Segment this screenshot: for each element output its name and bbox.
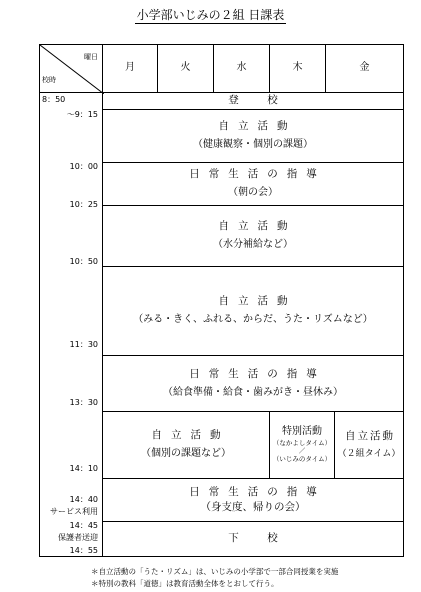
- footnote: ＊特別の教科「道徳」は教育活動全体をとおして行う。: [91, 578, 279, 588]
- time-label: 14：10: [69, 464, 98, 473]
- time-label: サービス利用: [50, 507, 98, 516]
- time-label: 14：55: [69, 546, 98, 555]
- time-label: 保護者送迎: [58, 533, 98, 542]
- day-fri: 金: [325, 44, 404, 93]
- block-tokubetsu: 特別活動 （なかよしタイム） ／ （いじみのタイム）: [269, 411, 335, 479]
- day-wed: 水: [213, 44, 270, 93]
- time-label: 14：40: [69, 495, 98, 504]
- block-jiritsu-3: 自立活動 （みる・きく、ふれる、からだ、うた・リズムなど）: [102, 266, 404, 356]
- block-nichijo-1: 日常生活の指導 （朝の会）: [102, 162, 404, 206]
- day-mon: 月: [102, 44, 158, 93]
- block-gekou: 下 校: [102, 521, 404, 557]
- corner-label-period: 校時: [42, 76, 56, 85]
- block-tokou: 登 校: [102, 92, 404, 110]
- header-corner: [39, 44, 103, 93]
- timetable-grid: [39, 44, 404, 557]
- time-label: ～9：15: [66, 110, 98, 119]
- time-label: 10：00: [69, 162, 98, 171]
- block-jiritsu-1: 自立活動 （健康観察・個別の課題）: [102, 109, 404, 163]
- time-label: 13：30: [69, 398, 98, 407]
- page-title: 小学部いじみの２組 日課表: [136, 8, 285, 22]
- corner-label-day: 曜日: [84, 53, 98, 61]
- day-tue: 火: [157, 44, 214, 93]
- block-jiritsu-4: 自立活動 （個別の課題など）: [102, 411, 270, 479]
- block-nichijo-2: 日常生活の指導 （給食準備・給食・歯みがき・昼休み）: [102, 355, 404, 412]
- time-label: 10：25: [69, 200, 98, 209]
- time-label: 8：50: [42, 95, 66, 104]
- time-label: 14：45: [69, 521, 98, 530]
- time-label: 10：50: [69, 257, 98, 266]
- day-thu: 木: [269, 44, 326, 93]
- time-label: 11：30: [69, 340, 98, 349]
- time-column: [39, 92, 103, 557]
- block-jiritsu-5: 自立活動 （２組タイム）: [334, 411, 404, 479]
- footnote: ＊自立活動の「うた・リズム」は、いじみの小学部で一部合同授業を実施: [91, 567, 339, 576]
- block-nichijo-3: 日常生活の指導 （身支度、帰りの会）: [102, 478, 404, 522]
- block-jiritsu-2: 自立活動 （水分補給など）: [102, 205, 404, 267]
- footnotes: [91, 566, 338, 589]
